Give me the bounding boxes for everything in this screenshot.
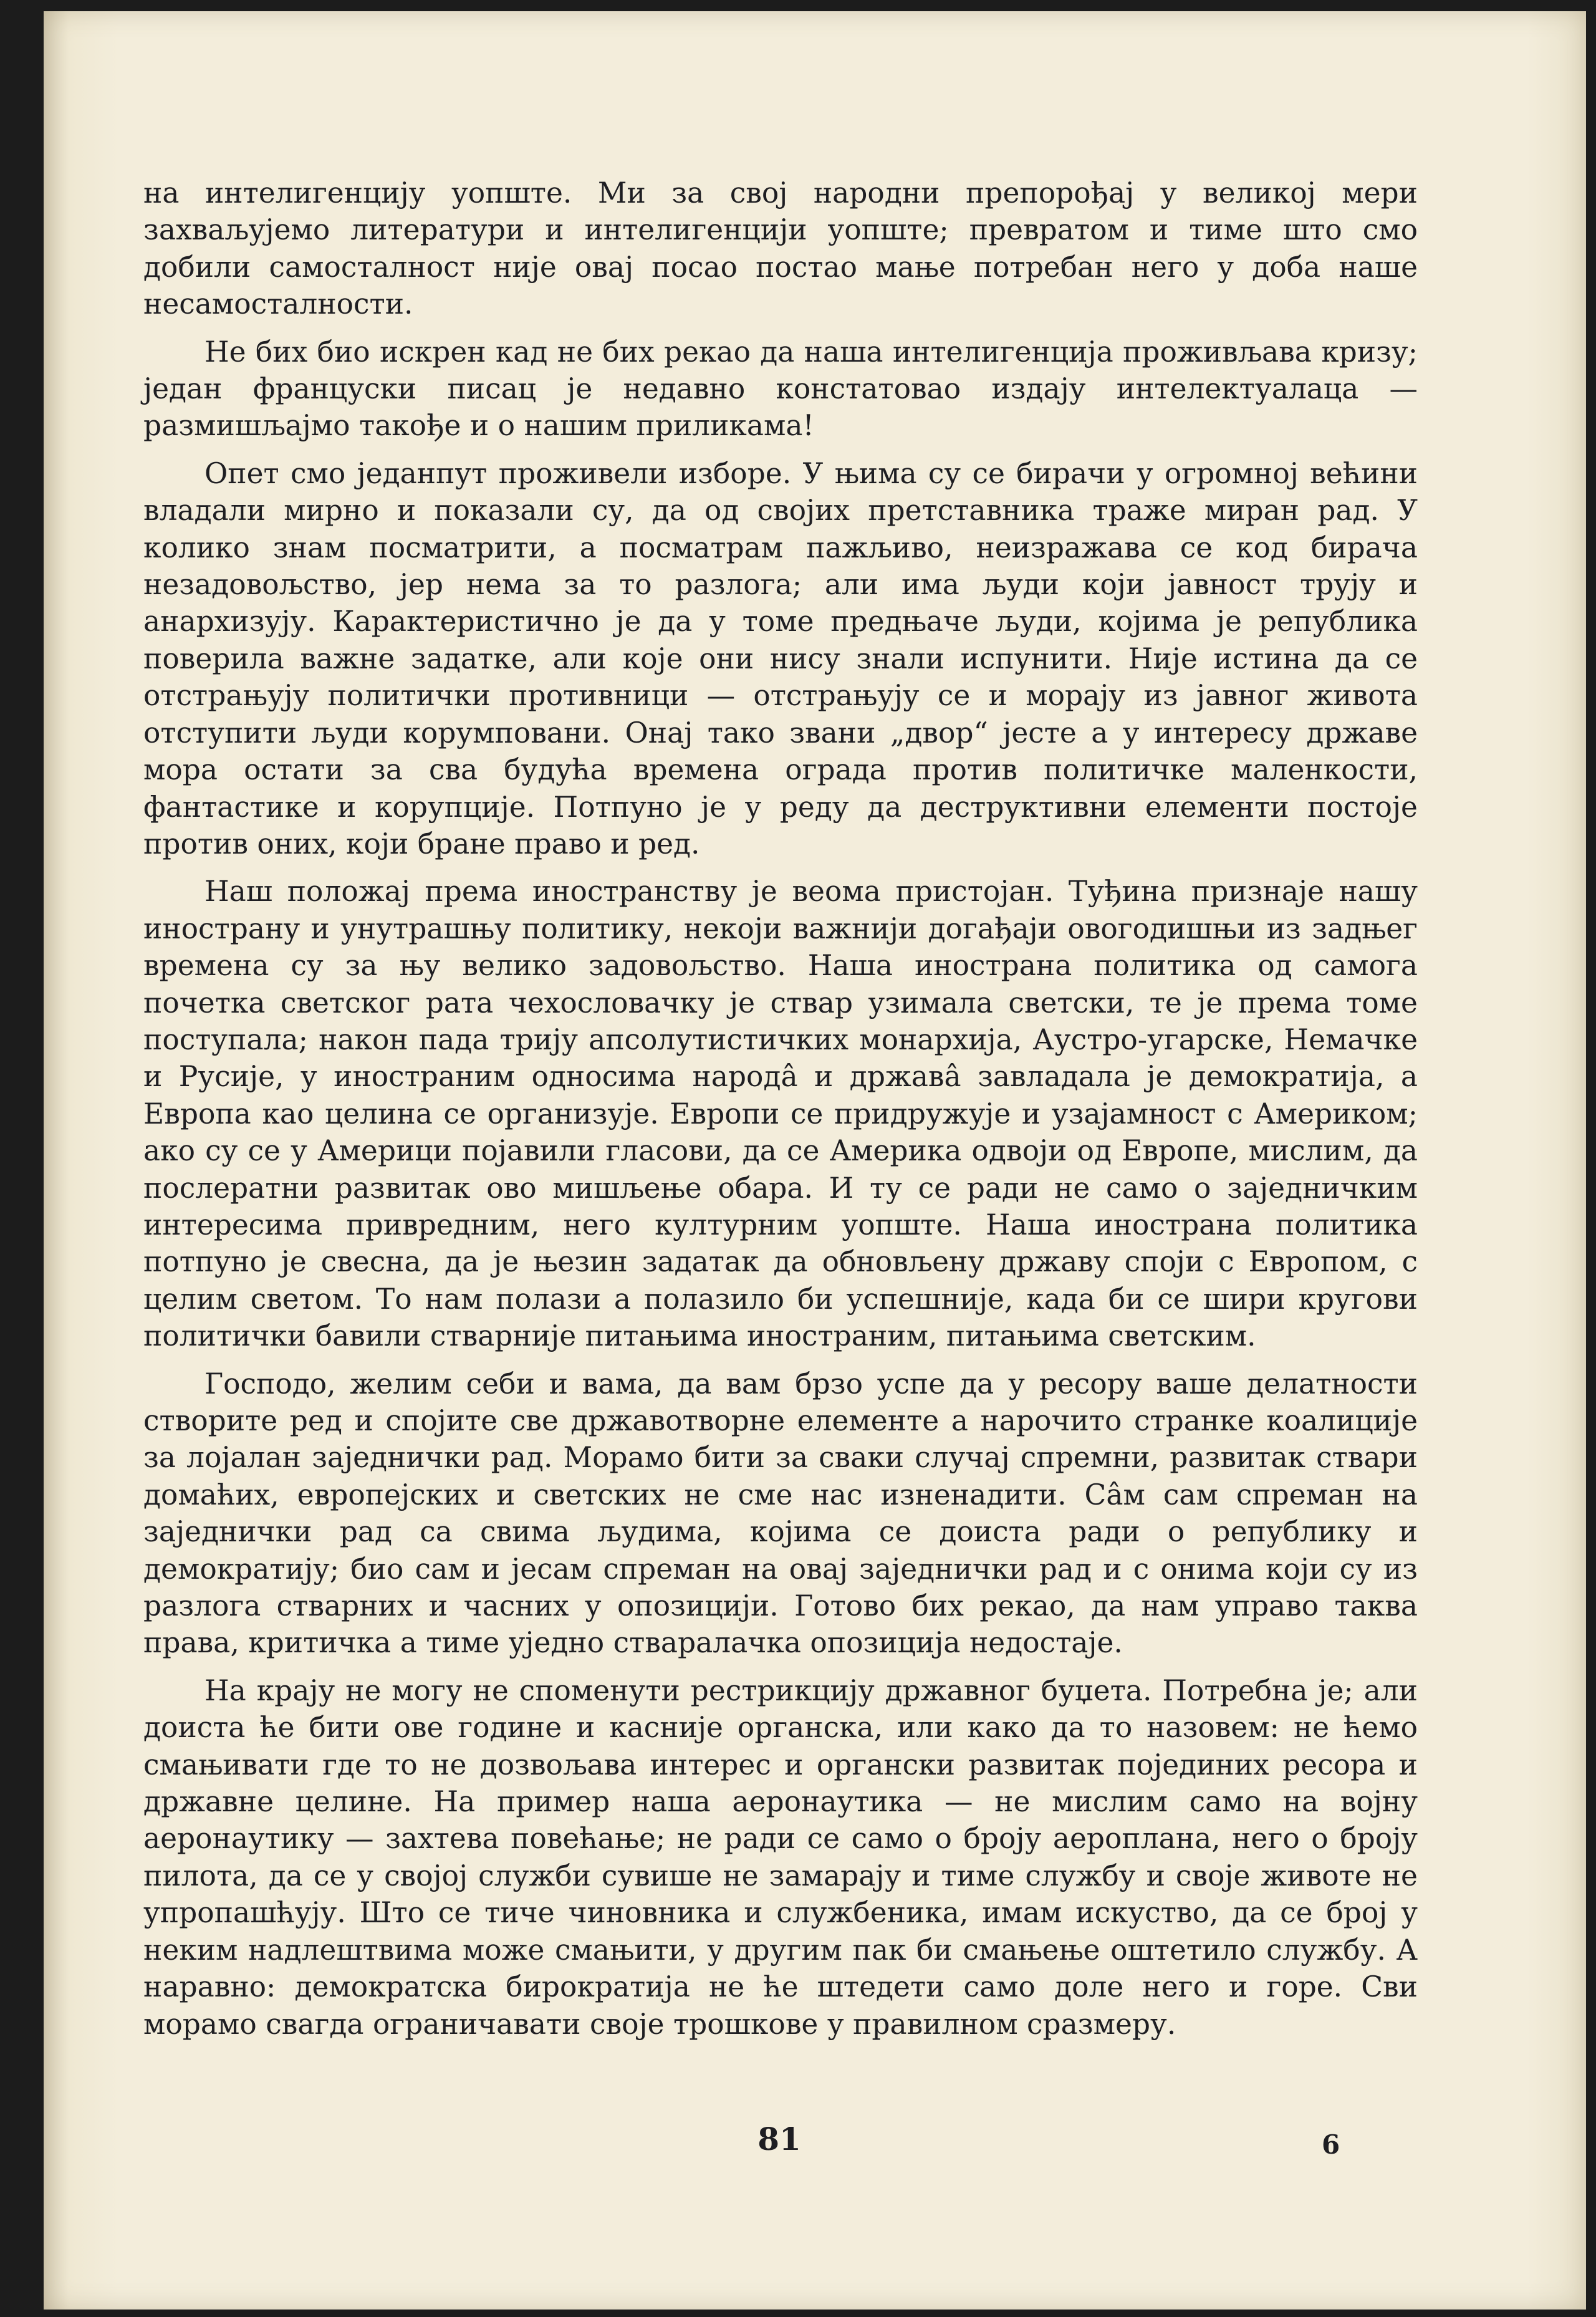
paragraph-3: Опет смо једанпут проживели изборе. У њима су се бирачи у огромној већини владали мирно и показали су, да од својих претставника траже миран рад. У колико знам посматрити, а посматрам пажљиво, неизражава се код бирача незадовољство, јер нема за то разлога; али има људи који јавност трују и анархизују. Карактеристично је да у томе предњаче људи, којима је република поверила важне задатке, али које они нису знали испунити. Није истина да се отстрањују политички противници — отстрањују се и морају из јавног живота отступити људи корумповани. Онај тако звани „двор“ јесте а у интересу државе мора остати за сва будућа времена ограда против политичке маленкости, фантастике и корупције. Потпуно је у реду да деструктивни елементи постоје против оних, који бране право и ред.: [143, 456, 1418, 860]
signature-mark: 6: [1322, 2129, 1340, 2160]
paragraph-2: Не бих био искрен кад не бих рекао да наша интелигенција проживљава кризу; један француски писац је недавно констатовао издају интелектуалаца — размишљајмо такође и о нашим приликама!: [143, 335, 1418, 443]
page-number: 81: [757, 2121, 801, 2157]
paragraph-6: На крају не могу не споменути рестрикцију државног буџета. Потребна је; али доиста ће бити ове године и касније органска, или како да то назовем: не ћемо смањивати где то не дозвољава интерес и органски развитак појединих ресора и државне целине. На пример наша аеронаутика — не мислим само на војну аеронаутику — захтева повећање; не ради се само о броју аероплана, него о броју пилота, да се у својој служби сувише не замарају и тиме службу и своје животе не упропашћују. Што се тиче чиновника и службеника, имам искуство, да се број у неким надлештвима може смањити, у другим пак би смањење оштетило службу. А наравно: демократска бирократија не ће штедети само доле него и горе. Сви морамо свагда ограничавати своје трошкове у правилном сразмеру.: [143, 1674, 1418, 2041]
paragraph-5: Господо, желим себи и вама, да вам брзо успе да у ресору ваше делатности створите ред и спојите све државотворне елементе а нарочито странке коалиције за лојалан заједнички рад. Морамо бити за сваки случај спремни, развитак ствари домаћих, европејских и светских не сме нас изненадити. Сâм сам спреман на заједнички рад са свима људима, којима се доиста ради о републику и демократију; био сам и јесам спреман на овај заједнички рад и с онима који су из разлога стварних и часних у опозицији. Готово бих рекао, да нам управо таква права, критичка а тиме уједно стваралачка опозиција недостаје.: [143, 1367, 1418, 1660]
body-text: [143, 175, 1418, 2053]
book-page: [44, 11, 1586, 2310]
paragraph-4: Наш положај према иностранству је веома пристојан. Туђина признаје нашу иностранy и унутрашњу политику, некоји важнији догађаји овогодишњи из задњег времена су за њу велико задовољство. Наша иностранa политика од самога почетка светског рата чехословачку је ствар узимала светски, те је према томе поступала; након пада трију апсолутистичких монархија, Аустро-угарске, Немачке и Русије, у иностраним односима народâ и државâ завладала је демократија, а Европа као целина се организује. Европи се придружује и узајамност с Америком; ако су се у Америци појавили гласови, да се Америка одвоји од Европе, мислим, да послератни развитак ово мишљење обара. И ту се ради не само о заједничким интересима привредним, него културним уопште. Наша иностранa политика потпуно је свесна, да је њезин задатак да обновљену државу споји с Европом, с целим светом. То нам полази а полазило би успешније, када би се шири кругови политички бавили стварније питањима иностраним, питањима светским.: [143, 875, 1418, 1353]
paragraph-1: на интелигенцију уопште. Ми за свој народни препорођај у великој мери захваљујемо литератури и интелигенцији уопште; превратом и тиме што смо добили самосталност није овај посао постао мање потребан него у доба наше несамосталности.: [143, 176, 1418, 321]
